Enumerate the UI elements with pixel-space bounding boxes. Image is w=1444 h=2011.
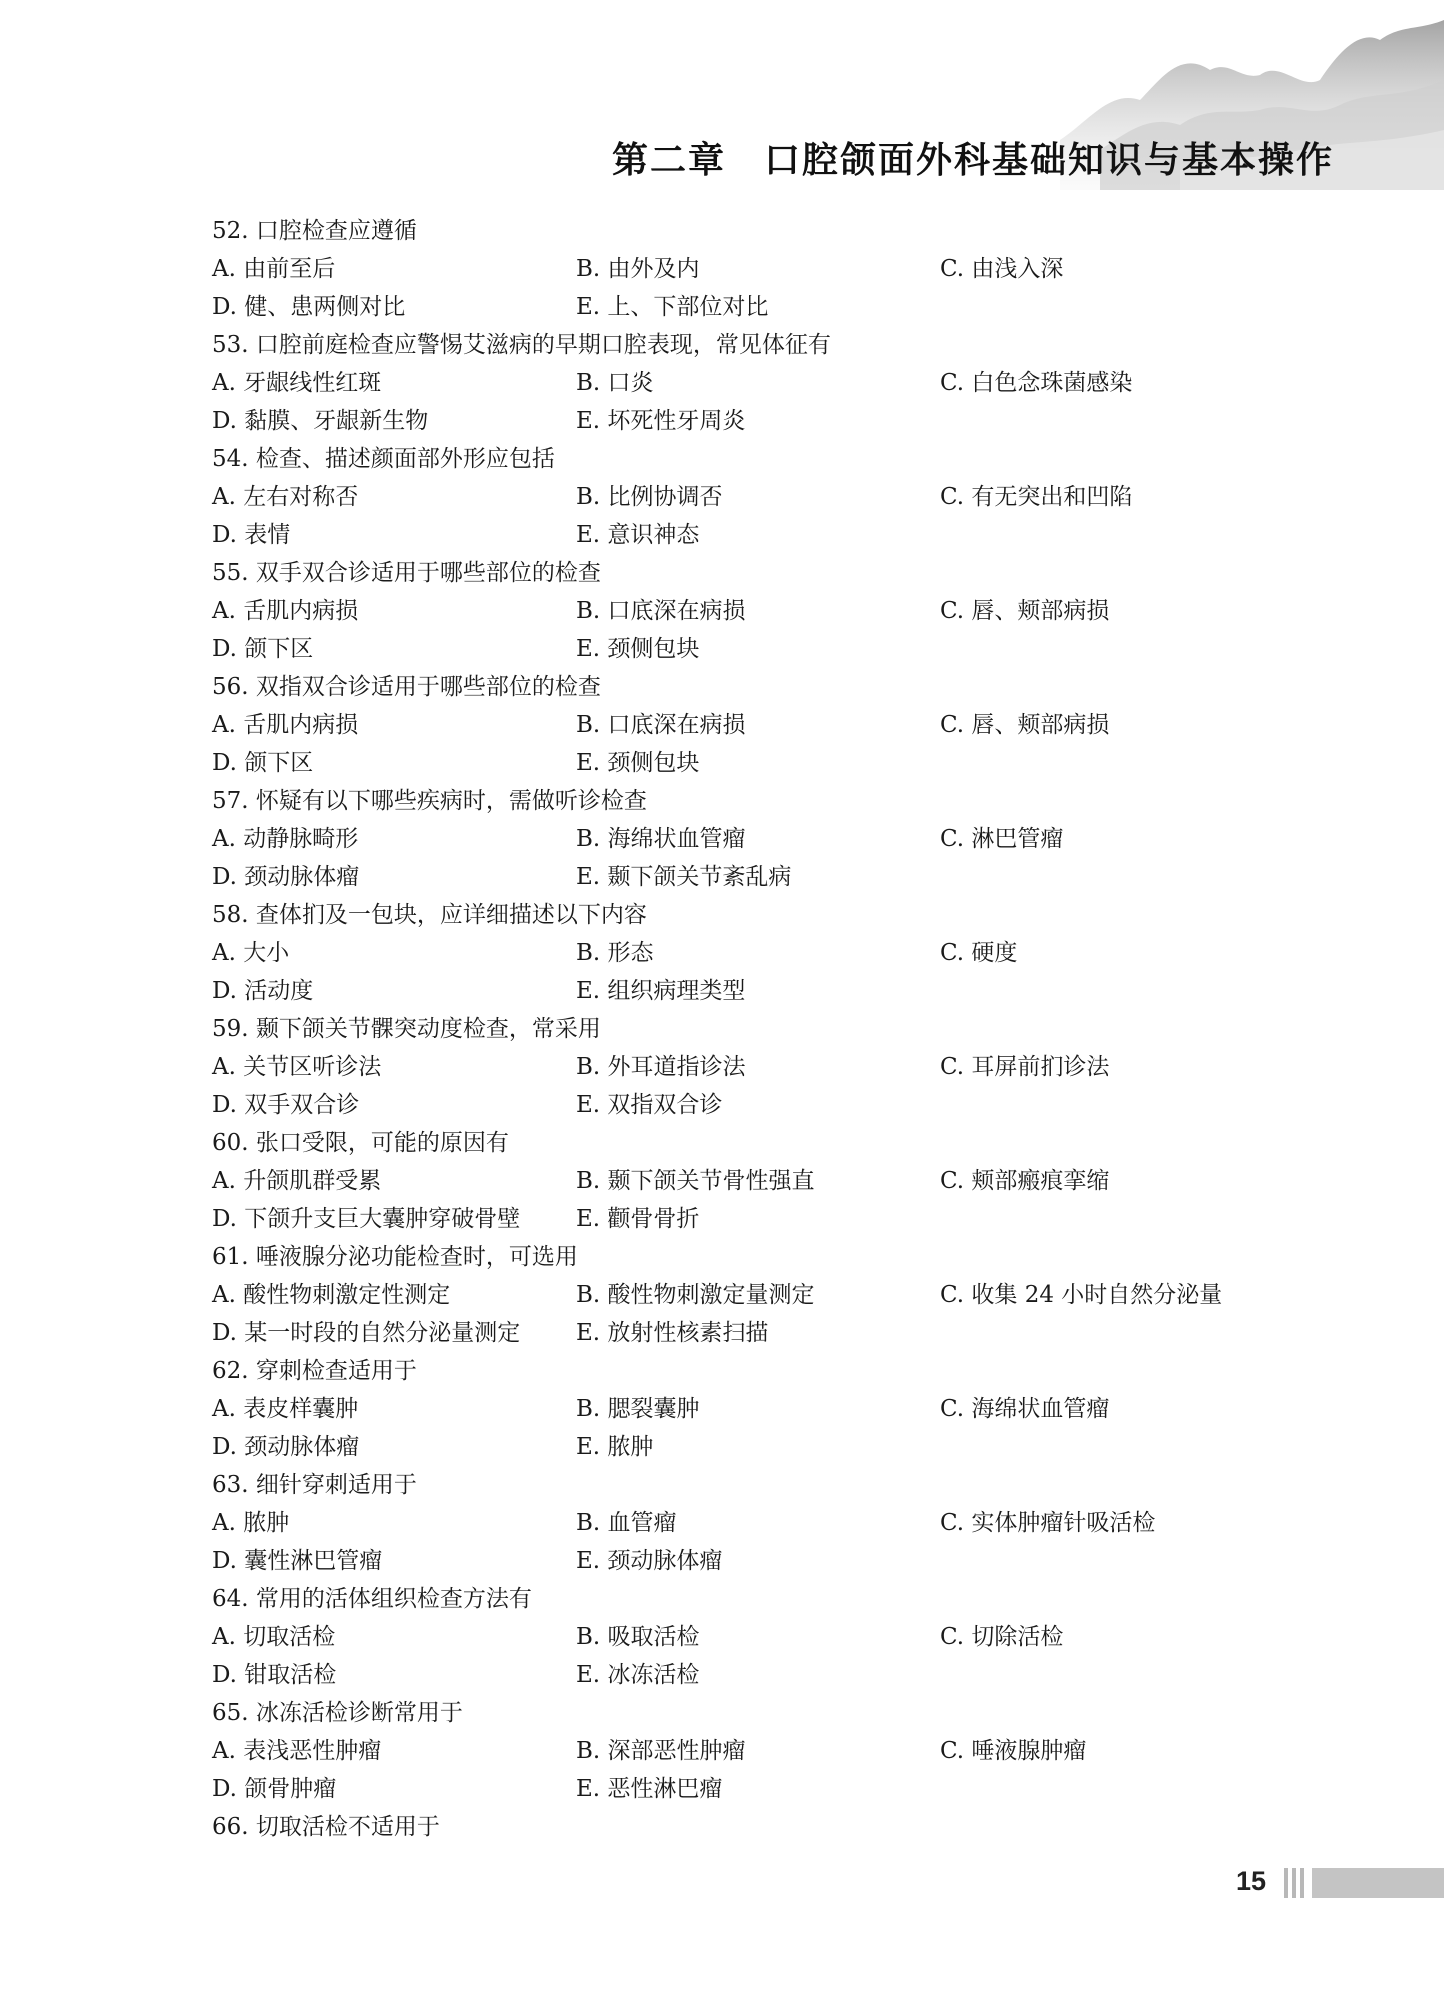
answer-option: A. 关节区听诊法	[212, 1054, 382, 1080]
answer-option: D. 钳取活检	[212, 1662, 337, 1688]
option-row	[212, 516, 1272, 554]
answer-option: E. 坏死性牙周炎	[576, 408, 746, 434]
answer-option: B. 口炎	[576, 370, 654, 396]
answer-option: C. 切除活检	[940, 1624, 1064, 1650]
answer-option: E. 颈动脉体瘤	[576, 1548, 723, 1574]
answer-option: C. 白色念珠菌感染	[940, 370, 1133, 396]
answer-option: A. 舌肌内病损	[212, 598, 359, 624]
answer-option: C. 淋巴管瘤	[940, 826, 1064, 852]
bar-thin-3	[1300, 1868, 1304, 1898]
answer-option: E. 放射性核素扫描	[576, 1320, 769, 1346]
option-row	[212, 858, 1272, 896]
answer-option: A. 由前至后	[212, 256, 336, 282]
option-row	[212, 1086, 1272, 1124]
answer-option: D. 活动度	[212, 978, 314, 1004]
question-stem: 65. 冰冻活检诊断常用于	[212, 1700, 463, 1726]
answer-option: A. 大小	[212, 940, 290, 966]
option-row	[212, 1770, 1272, 1808]
option-row	[212, 972, 1272, 1010]
question-stem: 61. 唾液腺分泌功能检查时，可选用	[212, 1244, 578, 1270]
question-stem: 55. 双手双合诊适用于哪些部位的检查	[212, 560, 601, 586]
question-stem: 53. 口腔前庭检查应警惕艾滋病的早期口腔表现，常见体征有	[212, 332, 831, 358]
question-stem: 52. 口腔检查应遵循	[212, 218, 417, 244]
answer-option: C. 唇、颊部病损	[940, 712, 1110, 738]
answer-option: E. 上、下部位对比	[576, 294, 769, 320]
answer-option: A. 表皮样囊肿	[212, 1396, 359, 1422]
answer-option: D. 表情	[212, 522, 291, 548]
answer-option: D. 颌骨肿瘤	[212, 1776, 337, 1802]
answer-option: A. 切取活检	[212, 1624, 336, 1650]
bar-thin-2	[1292, 1868, 1296, 1898]
bar-thin-1	[1284, 1868, 1288, 1898]
answer-option: D. 下颌升支巨大囊肿穿破骨壁	[212, 1206, 521, 1232]
bar-wide	[1312, 1868, 1444, 1898]
answer-option: B. 血管瘤	[576, 1510, 677, 1536]
option-row	[212, 1314, 1272, 1352]
answer-option: C. 硬度	[940, 940, 1018, 966]
question-stem: 59. 颞下颌关节髁突动度检查，常采用	[212, 1016, 601, 1042]
option-row	[212, 1276, 1272, 1314]
option-row	[212, 744, 1272, 782]
answer-option: B. 颞下颌关节骨性强直	[576, 1168, 815, 1194]
answer-option: A. 牙龈线性红斑	[212, 370, 382, 396]
answer-option: D. 颈动脉体瘤	[212, 1434, 360, 1460]
option-row	[212, 1390, 1272, 1428]
option-row	[212, 364, 1272, 402]
option-row	[212, 592, 1272, 630]
answer-option: C. 由浅入深	[940, 256, 1064, 282]
answer-option: D. 黏膜、牙龈新生物	[212, 408, 429, 434]
option-row	[212, 1618, 1272, 1656]
option-row	[212, 630, 1272, 668]
answer-option: A. 脓肿	[212, 1510, 290, 1536]
option-row	[212, 1200, 1272, 1238]
page-number: 15	[1236, 1866, 1267, 1896]
answer-option: B. 深部恶性肿瘤	[576, 1738, 746, 1764]
option-row	[212, 1656, 1272, 1694]
option-row	[212, 250, 1272, 288]
question-stem: 66. 切取活检不适用于	[212, 1814, 440, 1840]
answer-option: B. 吸取活检	[576, 1624, 700, 1650]
answer-option: C. 唇、颊部病损	[940, 598, 1110, 624]
answer-option: E. 恶性淋巴瘤	[576, 1776, 723, 1802]
answer-option: D. 某一时段的自然分泌量测定	[212, 1320, 521, 1346]
answer-option: E. 颧骨骨折	[576, 1206, 700, 1232]
question-stem: 56. 双指双合诊适用于哪些部位的检查	[212, 674, 601, 700]
option-row	[212, 820, 1272, 858]
option-row	[212, 1542, 1272, 1580]
answer-option: C. 实体肿瘤针吸活检	[940, 1510, 1156, 1536]
answer-option: A. 动静脉畸形	[212, 826, 359, 852]
answer-option: A. 左右对称否	[212, 484, 359, 510]
chapter-title: 第二章 口腔颌面外科基础知识与基本操作	[612, 139, 1335, 181]
answer-option: C. 唾液腺肿瘤	[940, 1738, 1087, 1764]
answer-option: B. 酸性物刺激定量测定	[576, 1282, 815, 1308]
answer-option: D. 颈动脉体瘤	[212, 864, 360, 890]
option-row	[212, 934, 1272, 972]
answer-option: E. 意识神态	[576, 522, 700, 548]
option-row	[212, 402, 1272, 440]
answer-option: B. 口底深在病损	[576, 598, 746, 624]
answer-option: E. 颈侧包块	[576, 636, 700, 662]
question-stem: 60. 张口受限，可能的原因有	[212, 1130, 509, 1156]
question-stem: 57. 怀疑有以下哪些疾病时，需做听诊检查	[212, 788, 647, 814]
answer-option: C. 颊部瘢痕挛缩	[940, 1168, 1110, 1194]
option-row	[212, 1428, 1272, 1466]
question-stem: 62. 穿刺检查适用于	[212, 1358, 417, 1384]
question-list	[212, 212, 1272, 1846]
answer-option: E. 脓肿	[576, 1434, 654, 1460]
option-row	[212, 706, 1272, 744]
option-row	[212, 1048, 1272, 1086]
answer-option: D. 双手双合诊	[212, 1092, 360, 1118]
answer-option: B. 比例协调否	[576, 484, 723, 510]
option-row	[212, 1732, 1272, 1770]
answer-option: B. 海绵状血管瘤	[576, 826, 746, 852]
option-row	[212, 1162, 1272, 1200]
answer-option: A. 升颌肌群受累	[212, 1168, 382, 1194]
question-stem: 64. 常用的活体组织检查方法有	[212, 1586, 532, 1612]
answer-option: E. 组织病理类型	[576, 978, 746, 1004]
question-stem: 58. 查体扪及一包块，应详细描述以下内容	[212, 902, 647, 928]
answer-option: A. 酸性物刺激定性测定	[212, 1282, 451, 1308]
answer-option: B. 外耳道指诊法	[576, 1054, 746, 1080]
option-row	[212, 1504, 1272, 1542]
answer-option: E. 冰冻活检	[576, 1662, 700, 1688]
answer-option: A. 舌肌内病损	[212, 712, 359, 738]
question-stem: 63. 细针穿刺适用于	[212, 1472, 417, 1498]
answer-option: B. 由外及内	[576, 256, 700, 282]
answer-option: C. 耳屏前扪诊法	[940, 1054, 1110, 1080]
answer-option: A. 表浅恶性肿瘤	[212, 1738, 382, 1764]
answer-option: E. 双指双合诊	[576, 1092, 723, 1118]
answer-option: C. 海绵状血管瘤	[940, 1396, 1110, 1422]
answer-option: B. 形态	[576, 940, 654, 966]
question-stem: 54. 检查、描述颜面部外形应包括	[212, 446, 555, 472]
answer-option: D. 囊性淋巴管瘤	[212, 1548, 383, 1574]
answer-option: E. 颈侧包块	[576, 750, 700, 776]
answer-option: C. 有无突出和凹陷	[940, 484, 1133, 510]
option-row	[212, 478, 1272, 516]
answer-option: C. 收集 24 小时自然分泌量	[940, 1282, 1223, 1308]
answer-option: D. 颌下区	[212, 636, 314, 662]
answer-option: B. 腮裂囊肿	[576, 1396, 700, 1422]
page-bar-decoration	[1284, 1868, 1444, 1898]
option-row	[212, 288, 1272, 326]
answer-option: B. 口底深在病损	[576, 712, 746, 738]
answer-option: D. 颌下区	[212, 750, 314, 776]
answer-option: D. 健、患两侧对比	[212, 294, 406, 320]
answer-option: E. 颞下颌关节紊乱病	[576, 864, 792, 890]
